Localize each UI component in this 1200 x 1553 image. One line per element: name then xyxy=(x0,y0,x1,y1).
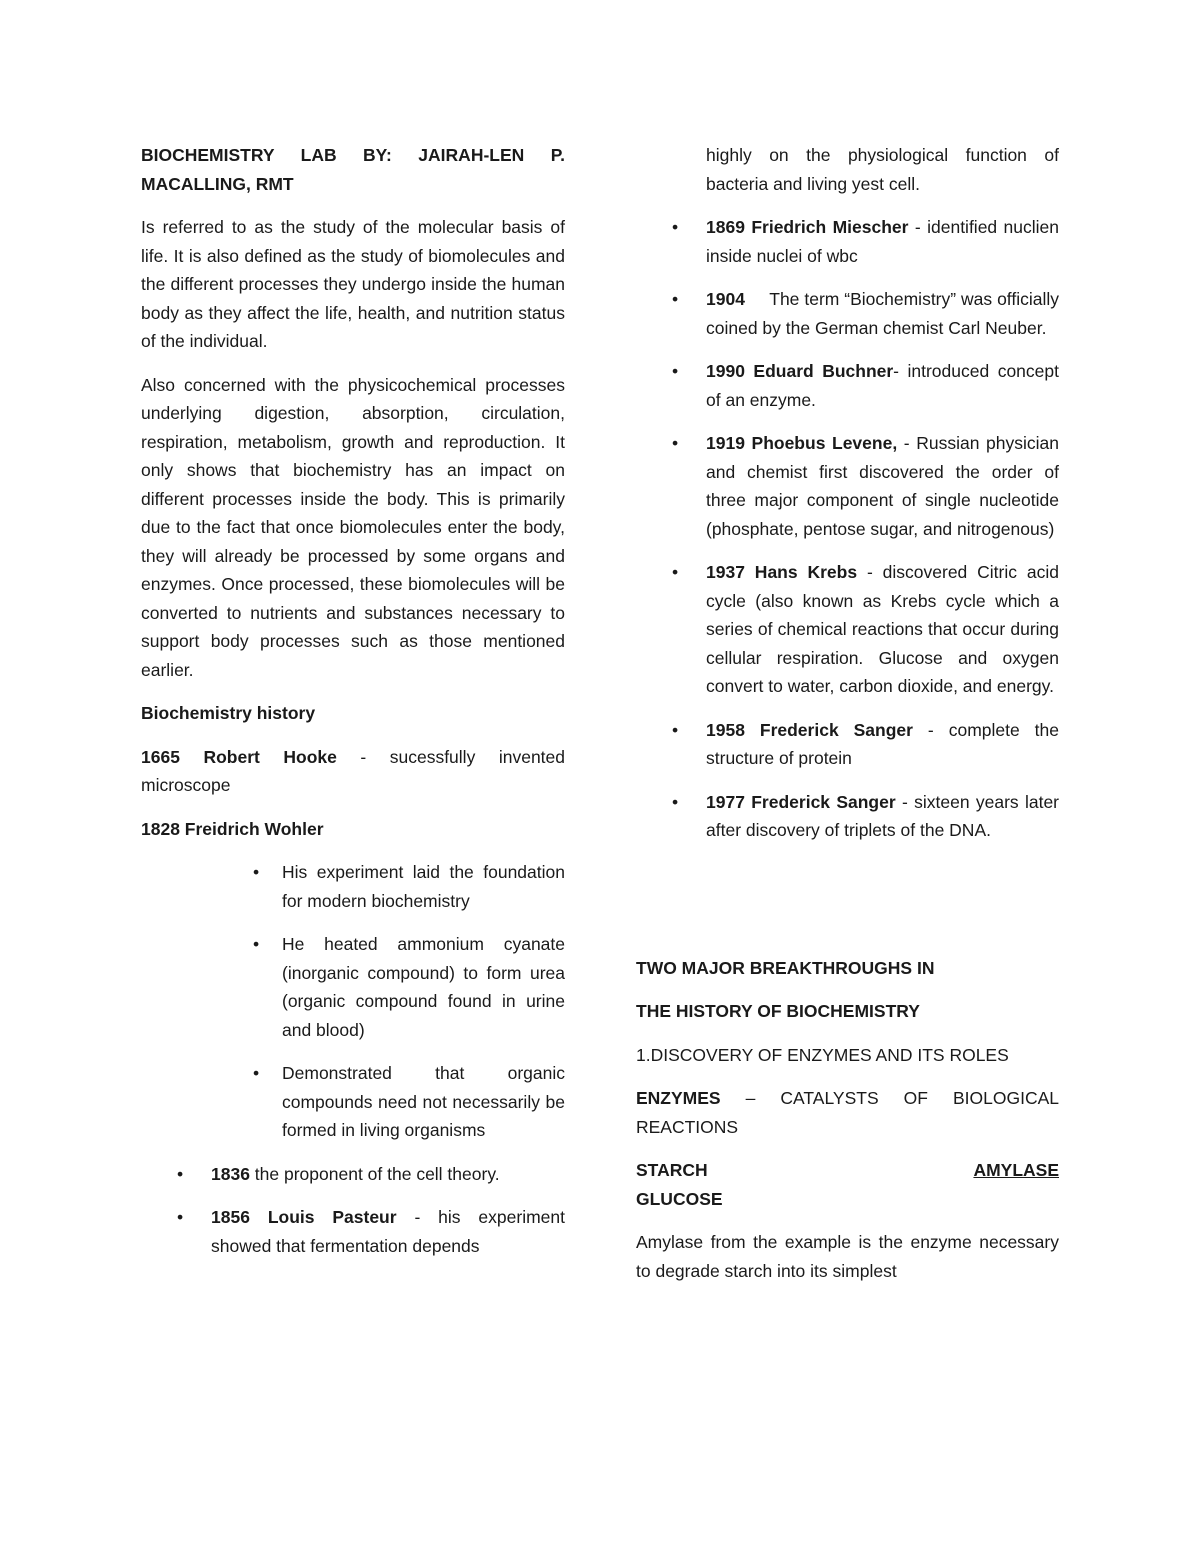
document-title: BIOCHEMISTRY LAB BY: JAIRAH-LEN P. MACALLING, RMT xyxy=(141,145,565,194)
timeline-label: 1990 Eduard Buchner xyxy=(706,361,894,381)
hooke-label: 1665 Robert Hooke xyxy=(141,746,337,767)
hooke-entry xyxy=(141,743,565,800)
timeline-text: - complete the structure of protein xyxy=(706,719,1059,768)
timeline-label: 1856 Louis Pasteur xyxy=(211,1207,397,1227)
wohler-bullet: • His experiment laid the foundation for modern biochemistry xyxy=(141,858,565,915)
timeline-item xyxy=(636,285,1064,342)
amylase-label: AMYLASE xyxy=(973,1160,1059,1180)
enzymes-definition xyxy=(636,1084,1059,1141)
discovery-line: 1.DISCOVERY OF ENZYMES AND ITS ROLES xyxy=(636,1044,1009,1065)
glucose-label: GLUCOSE xyxy=(636,1188,723,1209)
timeline-text: - sixteen years later after discovery of triplets of the DNA. xyxy=(706,791,1060,840)
timeline-label: 1836 xyxy=(211,1163,250,1184)
enzymes-label: ENZYMES xyxy=(636,1088,721,1108)
timeline-text: The term “Biochemistry” was officially coined by the German chemist Carl Neuber. xyxy=(706,289,1064,338)
timeline-text: - identified nuclien inside nuclei of wbc xyxy=(706,217,1060,266)
right-timeline-list xyxy=(636,213,1064,845)
history-heading: Biochemistry history xyxy=(141,703,316,723)
timeline-text: - his experiment showed that fermentation depends xyxy=(211,1207,565,1256)
timeline-item xyxy=(636,357,1059,414)
amylase-paragraph: Amylase from the example is the enzyme necessary to degrade starch into its simplest xyxy=(636,1232,1059,1281)
starch-amylase-line xyxy=(636,1156,1059,1185)
breakthrough-heading-line1: TWO MAJOR BREAKTHROUGHS IN xyxy=(636,957,935,978)
enzymes-text: – CATALYSTS OF BIOLOGICAL REACTIONS xyxy=(636,1088,1059,1137)
wohler-bullet-list xyxy=(141,858,565,1145)
timeline-label: 1904 xyxy=(706,289,745,309)
timeline-text: the proponent of the cell theory. xyxy=(249,1163,500,1184)
timeline-text: - introduced concept of an enzyme. xyxy=(706,361,1059,410)
left-column xyxy=(141,141,565,1275)
hooke-text: - sucessfully invented microscope xyxy=(141,746,566,795)
wohler-heading: 1828 Freidrich Wohler xyxy=(141,818,324,839)
physicochemical-paragraph: Also concerned with the physicochemical processes underlying digestion, absorption, circulation, respiration, metabolism, growth and reproduction. It only shows that biochemistry has an impact on different processes inside the body. This is primarily due to the fact that once biomolecules enter the body, they will already be processed by some organs and enzymes. Once processed, these biomolecules will be converted to nutrients and substances necessary to support body processes such as those mentioned earlier. xyxy=(141,374,565,680)
timeline-text: - discovered Citric acid cycle (also known as Krebs cycle which a series of chemical reactions that occur during cellular respiration. Glucose and oxygen convert to water, carbon dioxide, and energy. xyxy=(706,562,1059,696)
timeline-label: 1937 Hans Krebs xyxy=(706,562,858,582)
timeline-item xyxy=(636,429,1059,543)
timeline-item-1856 xyxy=(141,1203,565,1260)
timeline-item xyxy=(636,716,1059,773)
timeline-label: 1977 Frederick Sanger xyxy=(706,791,896,812)
wohler-bullet: • He heated ammonium cyanate (inorganic compound) to form urea (organic compound found in urine and blood) xyxy=(141,930,565,1044)
starch-label: STARCH xyxy=(636,1160,708,1180)
wohler-bullet: • Demonstrated that organic compounds need not necessarily be formed in living organisms xyxy=(141,1059,565,1145)
timeline-label: 1869 Friedrich Miescher xyxy=(706,217,909,237)
timeline-label: 1919 Phoebus Levene, xyxy=(706,433,898,453)
timeline-item-1836 xyxy=(141,1160,565,1189)
intro-paragraph: Is referred to as the study of the molecular basis of life. It is also defined as the study of biomolecules and the different processes they undergo inside the human body as they affect the life, health, and nutrition status of the individual. xyxy=(141,217,565,351)
continuation-text: highly on the physiological function of bacteria and living yest cell. xyxy=(706,145,1059,194)
timeline-label: 1958 Frederick Sanger xyxy=(706,719,913,740)
left-timeline-list xyxy=(141,1160,565,1261)
timeline-item xyxy=(636,558,1059,701)
timeline-item xyxy=(636,213,1059,270)
section-spacer xyxy=(636,860,1059,954)
timeline-item xyxy=(636,788,1059,845)
timeline-text: - Russian physician and chemist first discovered the order of three major component of single nucleotide (phosphate, pentose sugar, and nitrogenous) xyxy=(706,433,1059,539)
breakthrough-heading-line2: THE HISTORY OF BIOCHEMISTRY xyxy=(636,1001,920,1021)
right-column xyxy=(636,141,1064,1300)
